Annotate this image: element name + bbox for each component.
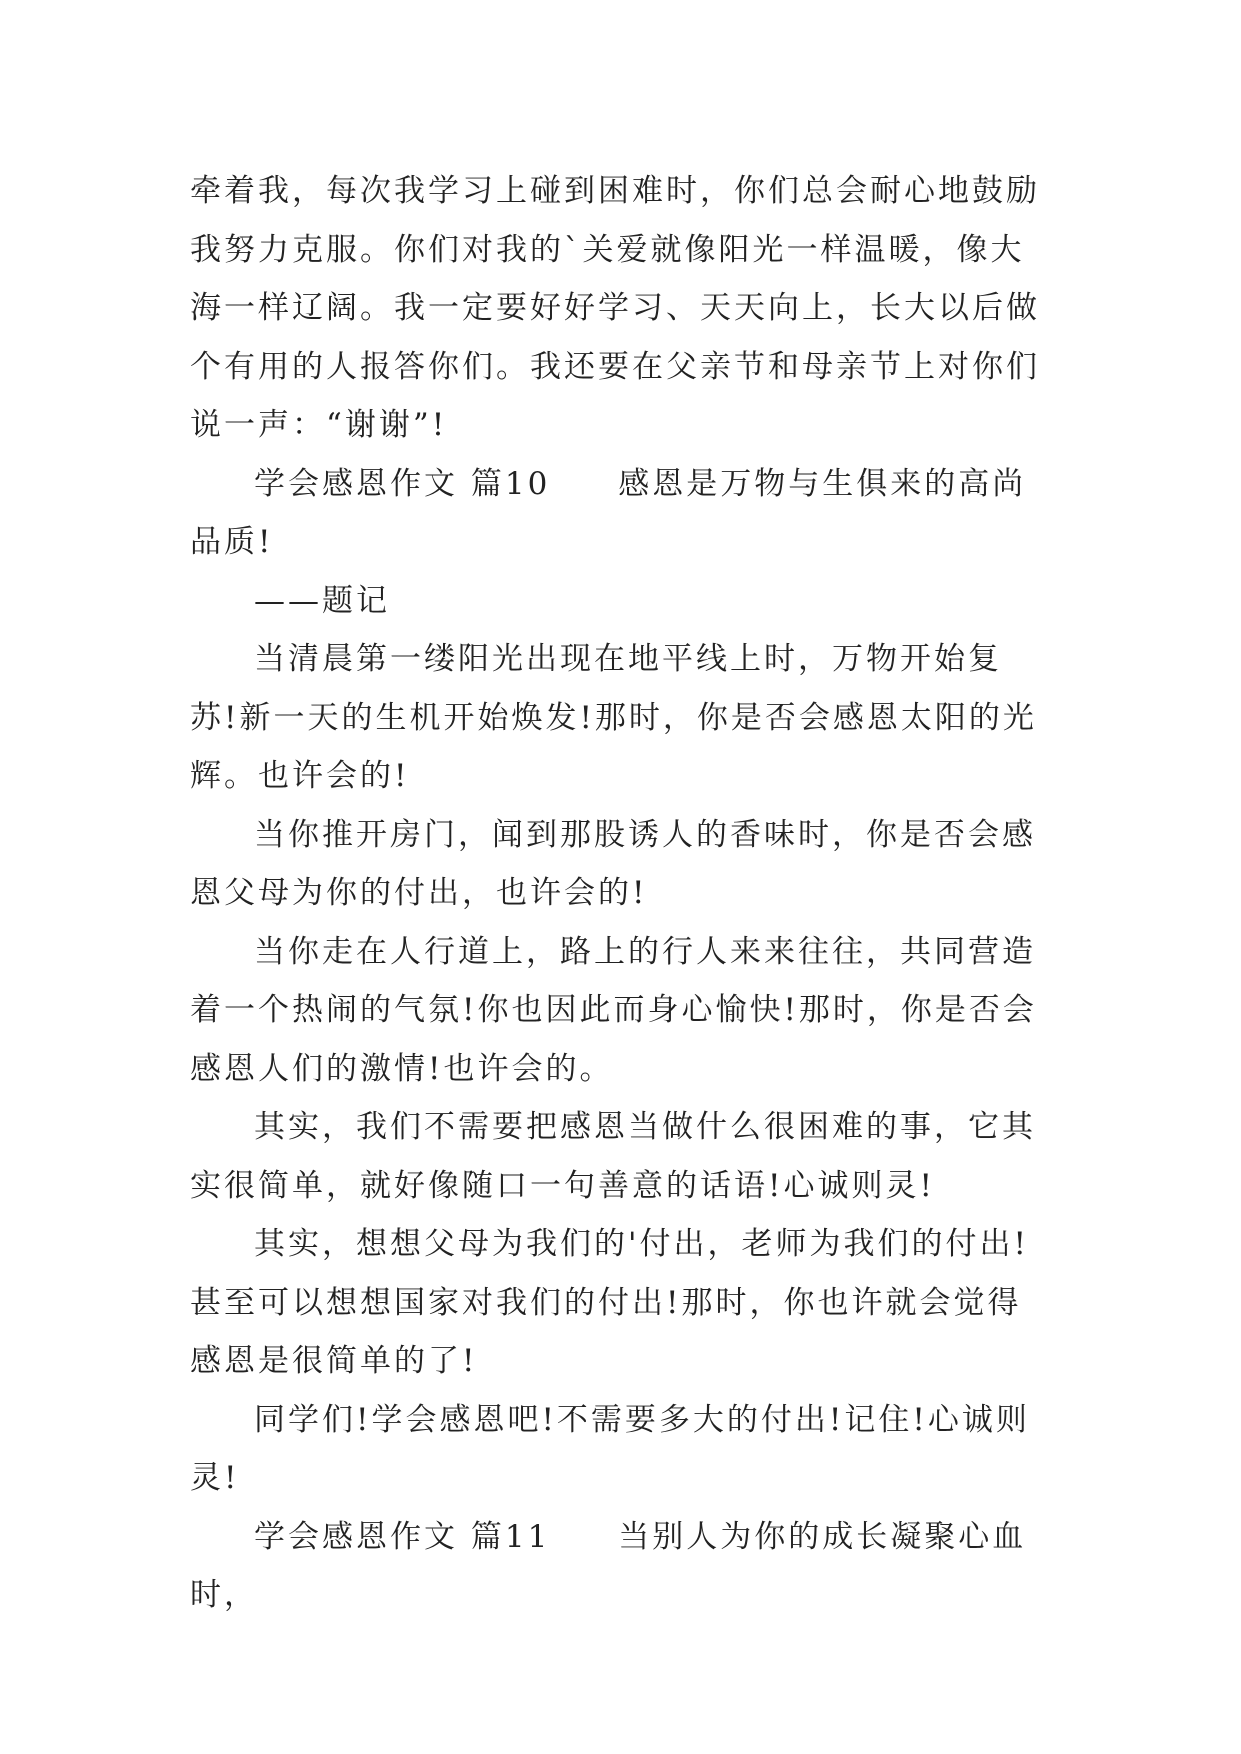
paragraph-essay-11-heading: 学会感恩作文 篇11 当别人为你的成长凝聚心血时，: [190, 1518, 1027, 1613]
paragraph: 当你推开房门，闻到那股诱人的香味时，你是否会感恩父母为你的付出，也许会的!: [190, 816, 1036, 911]
paragraph: 其实，想想父母为我们的'付出，老师为我们的付出!甚至可以想想国家对我们的付出!那时，你也许就会觉得感恩是很简单的了!: [190, 1226, 1029, 1379]
paragraph-inscription: ——题记: [254, 582, 390, 619]
paragraph-essay-10-heading: 学会感恩作文 篇10 感恩是万物与生俱来的高尚品质!: [190, 465, 1027, 560]
essay-body: [190, 162, 1050, 1625]
paragraph: 其实，我们不需要把感恩当做什么很困难的事，它其实很简单，就好像随口一句善意的话语!心诚则灵!: [190, 1109, 1036, 1204]
paragraph: 当你走在人行道上，路上的行人来来往往，共同营造着一个热闹的气氛!你也因此而身心愉快!那时，你是否会感恩人们的激情!也许会的。: [190, 933, 1037, 1087]
paragraph: 当清晨第一缕阳光出现在地平线上时，万物开始复苏!新一天的生机开始焕发!那时，你是否会感恩太阳的光辉。也许会的!: [190, 641, 1037, 794]
paragraph: 同学们!学会感恩吧!不需要多大的付出!记住!心诚则灵!: [190, 1401, 1030, 1496]
paragraph-continuation: 牵着我，每次我学习上碰到困难时，你们总会耐心地鼓励我努力克服。你们对我的`关爱就像阳光一样温暖，像大海一样辽阔。我一定要好好学习、天天向上，长大以后做个有用的人报答你们。我还要在父亲节和母亲节上对你们说一声：“谢谢”!: [190, 173, 1040, 443]
